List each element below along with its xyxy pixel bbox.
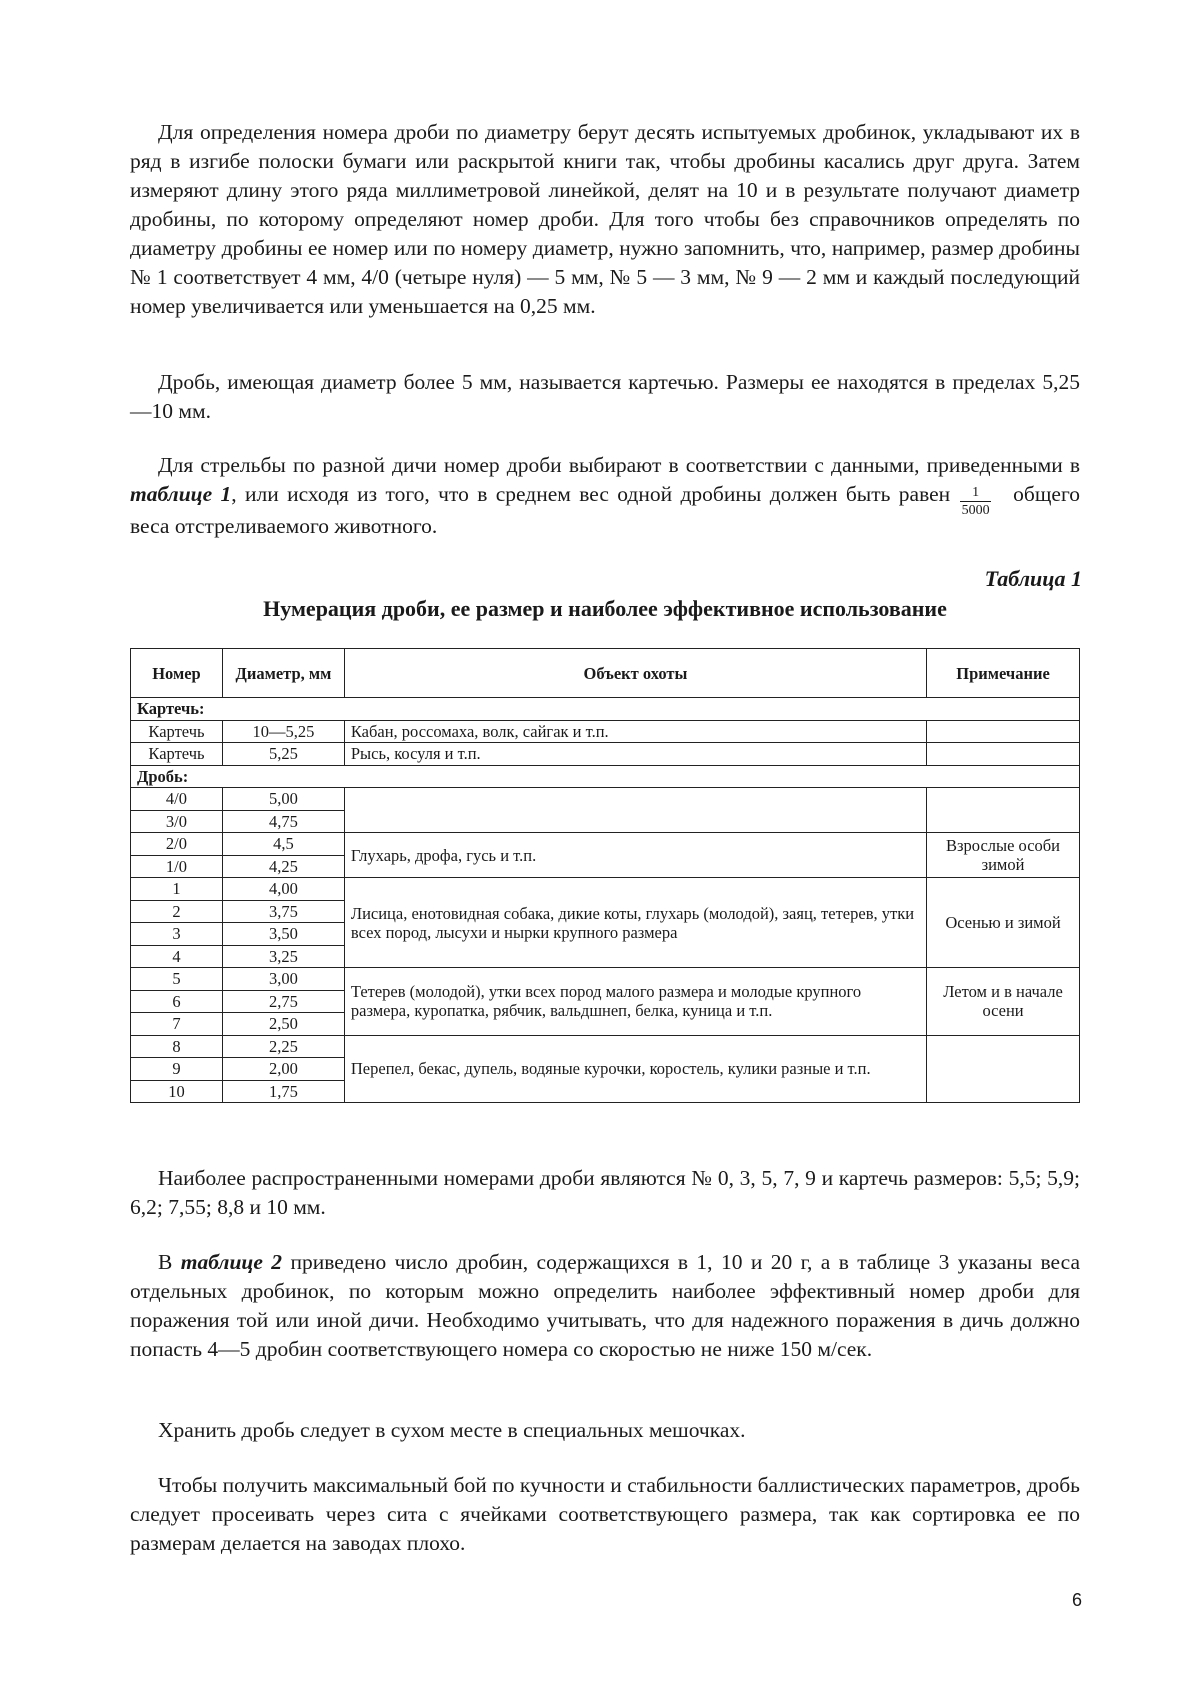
cell-diameter: 1,75 — [222, 1080, 344, 1103]
cell-number: 1 — [131, 878, 223, 901]
cell-target: Перепел, бекас, дупель, водяные курочки, коростель, кулики разные и т.п. — [344, 1035, 926, 1103]
cell-number: 4/0 — [131, 788, 223, 811]
paragraph-text: приведено число дробин, содержащихся в 1, 10 и 20 г, а в таблице 3 указаны веса отдельных дробинок, по которым можно определить наиболее эффективный номер дроби для поражения той или иной дичи. Необходимо учитывать, что для надежного поражения в дичь должно попасть 4—5 дробин соответствующего номера со скоростью не ниже 150 м/сек. — [130, 1250, 1080, 1361]
table-row — [131, 743, 1080, 766]
fraction-numerator: 1 — [960, 486, 991, 502]
cell-target: Кабан, россомаха, волк, сайгак и т.п. — [344, 720, 926, 743]
table-header-row — [131, 649, 1080, 698]
table-row — [131, 833, 1080, 856]
section-row — [131, 765, 1080, 788]
cell-diameter: 2,00 — [222, 1058, 344, 1081]
fraction-denominator: 5000 — [961, 503, 990, 519]
cell-number: Картечь — [131, 743, 223, 766]
cell-diameter: 2,75 — [222, 990, 344, 1013]
cell-diameter: 3,75 — [222, 900, 344, 923]
cell-diameter: 2,25 — [222, 1035, 344, 1058]
cell-number: 1/0 — [131, 855, 223, 878]
section-row — [131, 698, 1080, 721]
table-title: Нумерация дроби, ее размер и наиболее эффективное использование — [263, 596, 947, 621]
table-reference: таблице 2 — [180, 1250, 283, 1274]
cell-number: 2 — [131, 900, 223, 923]
cell-diameter: 4,5 — [222, 833, 344, 856]
cell-note-empty — [927, 788, 1080, 833]
cell-number: 2/0 — [131, 833, 223, 856]
cell-note-empty — [927, 1035, 1080, 1103]
cell-note — [927, 720, 1080, 743]
table-row — [131, 878, 1080, 901]
cell-diameter: 3,00 — [222, 968, 344, 991]
cell-note: Осенью и зимой — [927, 878, 1080, 968]
table-row — [131, 720, 1080, 743]
cell-note: Летом и в начале осени — [927, 968, 1080, 1036]
paragraph-shot-selection — [130, 451, 1080, 541]
cell-diameter: 5,00 — [222, 788, 344, 811]
header-number: Номер — [131, 649, 223, 698]
header-target: Объект охоты — [344, 649, 926, 698]
paragraph-text: , или исходя из того, что в среднем вес одной дробины должен быть равен — [231, 482, 951, 506]
table-row — [131, 1035, 1080, 1058]
cell-target: Лисица, енотовидная собака, дикие коты, глухарь (молодой), заяц, тетерев, утки всех пород, лысухи и нырки крупного размера — [344, 878, 926, 968]
cell-target: Рысь, косуля и т.п. — [344, 743, 926, 766]
header-diameter: Диаметр, мм — [222, 649, 344, 698]
section-buckshot: Картечь: — [131, 698, 1080, 721]
cell-number: 3/0 — [131, 810, 223, 833]
cell-number: Картечь — [131, 720, 223, 743]
paragraph-text: В — [158, 1250, 181, 1274]
cell-number: 6 — [131, 990, 223, 1013]
table-row — [131, 788, 1080, 811]
cell-number: 7 — [131, 1013, 223, 1036]
cell-number: 8 — [131, 1035, 223, 1058]
cell-target: Глухарь, дрофа, гусь и т.п. — [344, 833, 926, 878]
cell-diameter: 10—5,25 — [222, 720, 344, 743]
paragraph-buckshot-definition: Дробь, имеющая диаметр более 5 мм, называется картечью. Размеры ее находятся в пределах 5,25—10 мм. — [130, 370, 1080, 423]
paragraph-sieving: Чтобы получить максимальный бой по кучности и стабильности баллистических параметров, дробь следует просеивать через сита с ячейками соответствующего размера, так как сортировка ее по размерам делается на заводах плохо. — [130, 1473, 1080, 1555]
paragraph-table-references — [130, 1248, 1080, 1364]
cell-diameter: 4,00 — [222, 878, 344, 901]
page-number: 6 — [1071, 1590, 1082, 1610]
cell-number: 9 — [131, 1058, 223, 1081]
cell-diameter: 4,25 — [222, 855, 344, 878]
paragraph-common-sizes: Наиболее распространенными номерами дроби являются № 0, 3, 5, 7, 9 и картечь размеров: 5,5; 5,9; 6,2; 7,55; 8,8 и 10 мм. — [130, 1166, 1080, 1219]
table-row — [131, 968, 1080, 991]
cell-diameter: 4,75 — [222, 810, 344, 833]
cell-diameter: 3,25 — [222, 945, 344, 968]
cell-number: 10 — [131, 1080, 223, 1103]
fraction — [960, 486, 991, 518]
cell-target-empty — [344, 788, 926, 833]
paragraph-text: Для стрельбы по разной дичи номер дроби выбирают в соответствии с данными, приведенными в — [158, 453, 1080, 477]
cell-number: 4 — [131, 945, 223, 968]
cell-note: Взрослые особи зимой — [927, 833, 1080, 878]
cell-diameter: 2,50 — [222, 1013, 344, 1036]
cell-target: Тетерев (молодой), утки всех пород малого размера и молодые крупного размера, куропатка, рябчик, вальдшнеп, белка, куница и т.п. — [344, 968, 926, 1036]
cell-number: 3 — [131, 923, 223, 946]
paragraph-shot-measurement: Для определения номера дроби по диаметру берут десять испытуемых дробинок, укладывают их в ряд в изгибе полоски бумаги или раскрытой книги так, чтобы дробины касались друг друга. Затем измеряют длину этого ряда миллиметровой линейкой, делят на 10 и в результате получают диаметр дробины, по которому определяют номер дроби. Для того чтобы без справочников определять по диаметру дробины ее номер или по номеру диаметр, нужно запомнить, что, например, размер дробины № 1 соответствует 4 мм, 4/0 (четыре нуля) — 5 мм, № 5 — 3 мм, № 9 — 2 мм и каждый последующий номер увеличивается или уменьшается на 0,25 мм. — [130, 120, 1080, 318]
table-reference: таблице 1 — [130, 482, 232, 506]
cell-diameter: 3,50 — [222, 923, 344, 946]
cell-number: 5 — [131, 968, 223, 991]
shot-table — [130, 648, 1080, 1103]
header-note: Примечание — [927, 649, 1080, 698]
table-label: Таблица 1 — [984, 566, 1082, 591]
paragraph-text: общего веса отстреливаемого животного. — [130, 482, 1080, 539]
cell-diameter: 5,25 — [222, 743, 344, 766]
paragraph-storage: Хранить дробь следует в сухом месте в специальных мешочках. — [158, 1418, 746, 1442]
cell-note — [927, 743, 1080, 766]
section-shot: Дробь: — [131, 765, 1080, 788]
